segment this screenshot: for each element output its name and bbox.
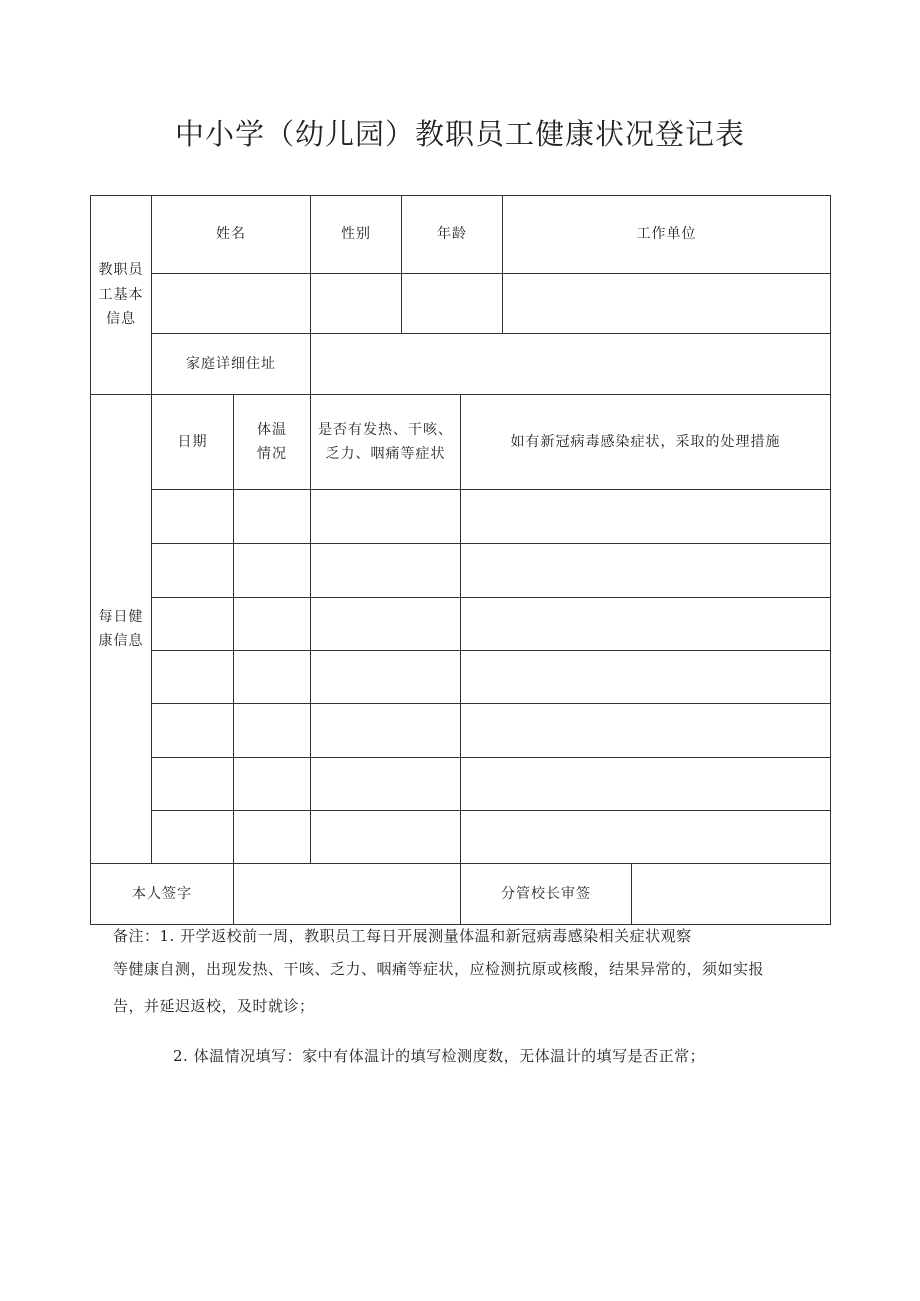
name-field[interactable] bbox=[152, 274, 311, 334]
health-registration-table bbox=[90, 195, 831, 925]
daily-temperature-cell[interactable] bbox=[234, 490, 311, 544]
daily-date-cell[interactable] bbox=[152, 758, 234, 811]
daily-symptoms-cell[interactable] bbox=[311, 598, 461, 651]
basic-info-section-label: 教职员工基本信息 bbox=[91, 196, 152, 395]
name-header: 姓名 bbox=[152, 196, 311, 274]
daily-temperature-cell[interactable] bbox=[234, 598, 311, 651]
daily-entry-row bbox=[91, 490, 831, 544]
daily-symptoms-cell[interactable] bbox=[311, 811, 461, 864]
daily-symptoms-cell[interactable] bbox=[311, 758, 461, 811]
daily-entry-row bbox=[91, 544, 831, 598]
daily-measures-cell[interactable] bbox=[461, 704, 831, 758]
daily-measures-cell[interactable] bbox=[461, 758, 831, 811]
temperature-header: 体温情况 bbox=[234, 395, 311, 490]
note-line-4: 2. 体温情况填写：家中有体温计的填写检测度数，无体温计的填写是否正常； bbox=[173, 1047, 706, 1065]
daily-date-cell[interactable] bbox=[152, 544, 234, 598]
daily-measures-cell[interactable] bbox=[461, 651, 831, 704]
daily-symptoms-cell[interactable] bbox=[311, 544, 461, 598]
gender-header: 性别 bbox=[311, 196, 402, 274]
note-line-2: 等健康自测，出现发热、干咳、乏力、咽痛等症状，应检测抗原或核酸，结果异常的，须如实报 bbox=[113, 960, 765, 978]
daily-entry-row bbox=[91, 704, 831, 758]
daily-date-cell[interactable] bbox=[152, 598, 234, 651]
principal-approval-label: 分管校长审签 bbox=[461, 864, 632, 925]
self-signature-label: 本人签字 bbox=[91, 864, 234, 925]
daily-temperature-cell[interactable] bbox=[234, 651, 311, 704]
daily-health-section-label: 每日健康信息 bbox=[91, 395, 152, 864]
age-field[interactable] bbox=[402, 274, 503, 334]
note-line-1: 备注：1. 开学返校前一周，教职员工每日开展测量体温和新冠病毒感染相关症状观察 bbox=[113, 927, 692, 945]
daily-entry-row bbox=[91, 811, 831, 864]
self-signature-field[interactable] bbox=[234, 864, 461, 925]
daily-measures-cell[interactable] bbox=[461, 598, 831, 651]
daily-entry-row bbox=[91, 598, 831, 651]
daily-date-cell[interactable] bbox=[152, 704, 234, 758]
daily-symptoms-cell[interactable] bbox=[311, 704, 461, 758]
daily-date-cell[interactable] bbox=[152, 811, 234, 864]
gender-field[interactable] bbox=[311, 274, 402, 334]
daily-date-cell[interactable] bbox=[152, 490, 234, 544]
daily-temperature-cell[interactable] bbox=[234, 704, 311, 758]
daily-date-cell[interactable] bbox=[152, 651, 234, 704]
symptoms-header: 是否有发热、干咳、乏力、咽痛等症状 bbox=[311, 395, 461, 490]
note-line-3: 告，并延迟返校，及时就诊； bbox=[113, 997, 315, 1015]
form-title: 中小学（幼儿园）教职员工健康状况登记表 bbox=[174, 117, 745, 151]
notes bbox=[113, 924, 833, 1069]
daily-temperature-cell[interactable] bbox=[234, 758, 311, 811]
address-label: 家庭详细住址 bbox=[152, 334, 311, 395]
address-field[interactable] bbox=[311, 334, 831, 395]
daily-measures-cell[interactable] bbox=[461, 544, 831, 598]
daily-measures-cell[interactable] bbox=[461, 490, 831, 544]
daily-entry-row bbox=[91, 758, 831, 811]
workplace-field[interactable] bbox=[503, 274, 831, 334]
age-header: 年龄 bbox=[402, 196, 503, 274]
daily-temperature-cell[interactable] bbox=[234, 544, 311, 598]
date-header: 日期 bbox=[152, 395, 234, 490]
daily-temperature-cell[interactable] bbox=[234, 811, 311, 864]
daily-symptoms-cell[interactable] bbox=[311, 490, 461, 544]
daily-entry-row bbox=[91, 651, 831, 704]
principal-approval-field[interactable] bbox=[632, 864, 831, 925]
daily-symptoms-cell[interactable] bbox=[311, 651, 461, 704]
daily-measures-cell[interactable] bbox=[461, 811, 831, 864]
measures-header: 如有新冠病毒感染症状，采取的处理措施 bbox=[461, 395, 831, 490]
workplace-header: 工作单位 bbox=[503, 196, 831, 274]
